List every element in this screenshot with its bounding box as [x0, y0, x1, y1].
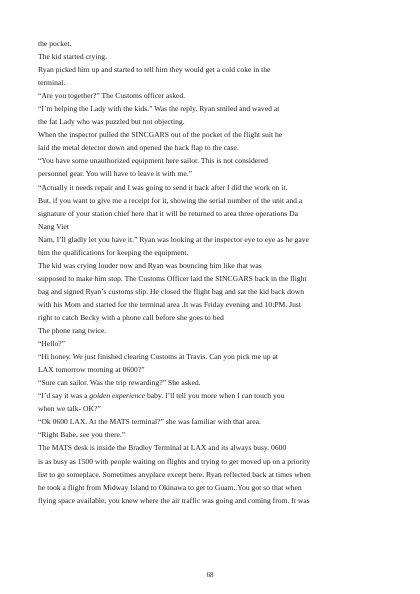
text-line: laid the metal detector down and opened the back flap to the case.	[38, 143, 239, 153]
text-line: bag and signed Ryan’s customs slip. He closed the flight bag and sat the kid back down	[38, 286, 305, 296]
page-number: 68	[206, 571, 214, 579]
text-line: flying space available, you knew where the air traffic was going and coming from. It was	[38, 495, 310, 505]
text-line: personnel gear. You will have to leave it with me.”	[38, 169, 193, 179]
text-line: he took a flight from Midway Island to Okinawa to get to Guam..You got so that when	[38, 482, 302, 492]
text-line: “Are you together?” The Customs officer asked.	[38, 91, 186, 101]
text-line: right to catch Becky with a phone call before she goes to bed	[38, 312, 224, 322]
text-line: “You have some unauthorized equipment here sailor. This is not considered	[38, 156, 268, 166]
text-line: signature of your station chief here that it will be returned to area three operations Da	[38, 208, 299, 218]
text-line: list to go someplace. Sometimes anyplace except here. Ryan reflected back at times when	[38, 469, 311, 479]
text-line: LAX tomorrow morning at 0600?”	[38, 365, 145, 375]
text-line: is as busy as 1500 with people waiting on flights and trying to get moved up on a priority	[38, 456, 311, 466]
text-line: The MATS desk is inside the Bradley Terminal at LAX and its always busy. 0600	[38, 443, 287, 453]
text-run: “I’d say it was a	[38, 391, 90, 401]
text-line: “Hello?”	[38, 339, 66, 349]
text-line: him the qualifications for keeping the equipment.	[38, 247, 189, 257]
text-line: terminal.	[38, 78, 66, 88]
text-line: The phone rang twice.	[38, 326, 107, 336]
text-line: “Hi honey. We just finished clearing Customs at Travis. Can you pick me up at	[38, 352, 278, 362]
text-line: “Right Babe, see you there.”	[38, 430, 126, 440]
text-line: supposed to make him stop. The Customs Officer laid the SINCGARS back in the flight	[38, 273, 307, 283]
text-line-with-italic	[38, 389, 384, 402]
text-line: “Actually it needs repair and I was going to send it back after I did the work on it.	[38, 182, 288, 192]
text-line: But, if you want to give me a receipt for it, showing the serial number of the unit and a	[38, 195, 303, 205]
text-line: “Sure can sailor. Was the trip rewarding?” She asked.	[38, 378, 201, 388]
italic-phrase: golden experience	[89, 391, 146, 401]
text-line: Ryan picked him up and started to tell him they would get a cold coke in the	[38, 65, 271, 75]
body-text	[38, 37, 384, 507]
text-line: the fat Lady who was puzzled but not objecting.	[38, 117, 185, 127]
text-line: Nang Viet	[38, 221, 69, 231]
text-line: The kid was crying louder now and Ryan was bouncing him like that was	[38, 260, 262, 270]
text-line: with his Mom and started for the terminal area .It was Friday evening and 10:PM. Just	[38, 299, 301, 309]
text-line: Nam, I’ll gladly let you have it.” Ryan was looking at the inspector eye to eye as he gave	[38, 234, 309, 244]
text-line: “I’m helping the Lady with the kids.” Was the reply. Ryan smiled and waved at	[38, 104, 280, 114]
text-run: baby. I’ll tell you more when I can touch you	[145, 391, 285, 401]
text-line: when we talk- OK?”	[38, 404, 101, 414]
text-line: When the inspector pulled the SINCGARS out of the pocket of the flight suit he	[38, 130, 283, 140]
text-line: The kid started crying.	[38, 52, 107, 62]
text-line: the pocket.	[38, 39, 72, 48]
text-line: “Ok 0600 LAX. At the MATS terminal?” she was familiar with that area.	[38, 417, 261, 427]
